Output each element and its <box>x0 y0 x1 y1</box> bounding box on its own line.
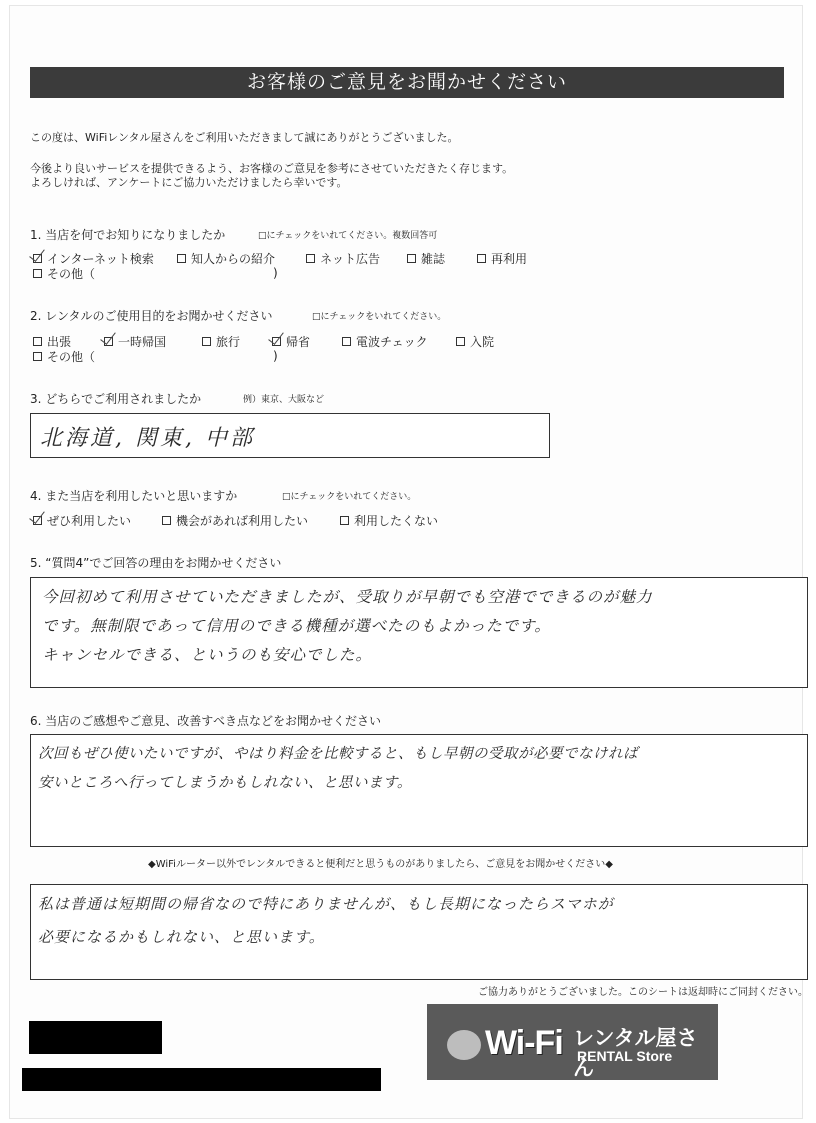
checkbox-checked[interactable] <box>104 337 113 346</box>
checkbox[interactable] <box>33 337 42 346</box>
checkbox[interactable] <box>33 269 42 278</box>
q2-option-homecoming[interactable]: 帰省 <box>272 333 310 350</box>
q1-close-paren: ) <box>273 266 278 280</box>
q5-answer-line-2: です。無制限であって信用のできる機種が選べたのもよかったです。 <box>42 617 551 635</box>
question-4-label: 4. また当店を利用したいと思いますか <box>30 489 238 503</box>
q2-option-signal-check[interactable]: 電波チェック <box>342 333 428 350</box>
question-1-label: 1. 当店を何でお知りになりましたか <box>30 228 226 242</box>
q6-answer-line-1: 次回もぜひ使いたいですが、やはり料金を比較すると、もし早朝の受取が必要でなければ <box>38 746 638 762</box>
question-2-label: 2. レンタルのご使用目的をお聞かせください <box>30 309 273 323</box>
intro-line-2: 今後より良いサービスを提供できるよう、お客様のご意見を参考にさせていただきたく存じます。 <box>30 162 514 175</box>
footer-thanks: ご協力ありがとうございました。このシートは返却時にご同封ください。 <box>478 987 808 998</box>
q1-option-other[interactable]: その他（ <box>33 265 95 282</box>
checkbox[interactable] <box>456 337 465 346</box>
q3-handwritten-answer: 北海道, 関東, 中部 <box>40 426 255 451</box>
checkbox[interactable] <box>340 516 349 525</box>
q4-option-definitely[interactable]: ぜひ利用したい <box>33 512 131 529</box>
intro-line-1: この度は、WiFiレンタル屋さんをご利用いただきまして誠にありがとうございました。 <box>30 131 459 144</box>
redacted-block-1 <box>29 1021 162 1054</box>
checkbox-checked[interactable] <box>33 254 42 263</box>
q2-option-temporary-return[interactable]: 一時帰国 <box>104 333 166 350</box>
q1-option-referral[interactable]: 知人からの紹介 <box>177 250 275 267</box>
checkbox[interactable] <box>407 254 416 263</box>
page-title: お客様のご意見をお聞かせください <box>30 67 784 98</box>
checkbox[interactable] <box>162 516 171 525</box>
q7-answer-line-1: 私は普通は短期間の帰省なので特にありませんが、もし長期になったらスマホが <box>38 895 614 913</box>
checkbox[interactable] <box>177 254 186 263</box>
question-2-note: □にチェックをいれてください。 <box>312 312 447 322</box>
q2-option-other[interactable]: その他（ <box>33 348 95 365</box>
q5-answer-line-3: キャンセルできる、というのも安心でした。 <box>42 646 373 664</box>
question-3-label: 3. どちらでご利用されましたか <box>30 392 202 406</box>
logo-jp-text: レンタル屋さん <box>573 1026 698 1080</box>
checkbox-checked[interactable] <box>33 516 42 525</box>
question-1-note: □にチェックをいれてください。複数回答可 <box>258 231 438 241</box>
q7-answer-line-2: 必要になるかもしれない、と思います。 <box>38 928 325 946</box>
wifi-rental-store-logo <box>427 1004 718 1080</box>
question-6-label: 6. 当店のご感想やご意見、改善すべき点などをお聞かせください <box>30 714 382 728</box>
logo-en-text: RENTAL Store <box>577 1048 673 1064</box>
intro-line-3: よろしければ、アンケートにご協力いただけましたら幸いです。 <box>30 176 348 189</box>
q2-option-travel[interactable]: 旅行 <box>202 333 240 350</box>
q1-option-magazine[interactable]: 雑誌 <box>407 250 445 267</box>
checkbox[interactable] <box>33 352 42 361</box>
checkbox[interactable] <box>477 254 486 263</box>
checkbox-checked[interactable] <box>272 337 281 346</box>
q6-answer-line-2: 安いところへ行ってしまうかもしれない、と思います。 <box>38 775 412 791</box>
mascot-icon <box>447 1030 481 1060</box>
question-7-label: ◆WiFiルーター以外でレンタルできると便利だと思うものがありましたら、ご意見をお聞かせください◆ <box>148 859 613 870</box>
q2-option-business-trip[interactable]: 出張 <box>33 333 71 350</box>
q5-answer-line-1: 今回初めて利用させていただきましたが、受取りが早朝でも空港でできるのが魅力 <box>42 588 653 606</box>
checkbox[interactable] <box>306 254 315 263</box>
q2-close-paren: ) <box>273 349 278 363</box>
q1-option-reuse[interactable]: 再利用 <box>477 250 527 267</box>
checkbox[interactable] <box>342 337 351 346</box>
question-3-note: 例）東京、大阪など <box>243 395 325 405</box>
question-4-note: □にチェックをいれてください。 <box>282 492 417 502</box>
redacted-block-2 <box>22 1068 381 1091</box>
question-5-label: 5. “質問4”でご回答の理由をお聞かせください <box>30 556 282 570</box>
q2-option-hospital[interactable]: 入院 <box>456 333 494 350</box>
logo-wifi-text: Wi-Fi <box>485 1024 563 1062</box>
q1-option-internet-search[interactable]: インターネット検索 <box>33 250 154 267</box>
q1-option-web-ad[interactable]: ネット広告 <box>306 250 380 267</box>
q4-option-no[interactable]: 利用したくない <box>340 512 438 529</box>
q4-option-if-chance[interactable]: 機会があれば利用したい <box>162 512 308 529</box>
checkbox[interactable] <box>202 337 211 346</box>
